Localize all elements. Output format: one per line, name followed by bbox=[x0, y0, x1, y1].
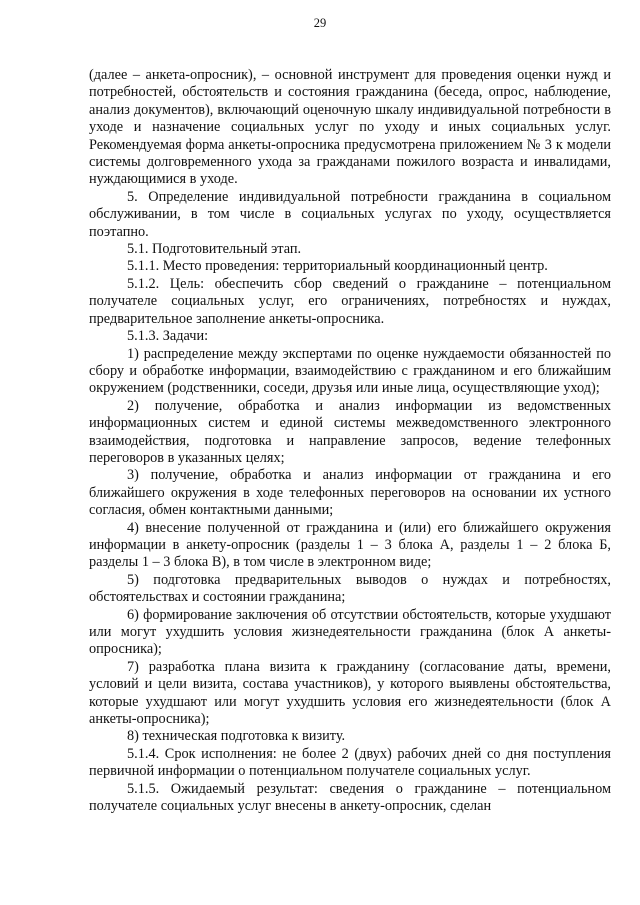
task-item-1: 1) распределение между экспертами по оценке нуждаемости обязанностей по сбору и обработке информации, взаимодействию с гражданином и его ближайшим окружением (родственники, соседи, друзья или иные лица, осуществляющие уход); bbox=[89, 345, 611, 397]
task-item-5: 5) подготовка предварительных выводов о нуждах и потребностях, обстоятельствах и состоянии гражданина; bbox=[89, 571, 611, 606]
paragraph-5-1-3: 5.1.3. Задачи: bbox=[127, 328, 209, 345]
paragraph-5-1-4: 5.1.4. Срок исполнения: не более 2 (двух) рабочих дней со дня поступления первичной информации о потенциальном получателе социальных услуг. bbox=[89, 745, 611, 780]
task-item-8: 8) техническая подготовка к визиту. bbox=[127, 728, 346, 745]
task-item-3: 3) получение, обработка и анализ информации от гражданина и его ближайшего окружения в ходе телефонных переговоров на основании их устного согласия, обмен контактными данными; bbox=[89, 467, 611, 519]
paragraph-5-1-1: 5.1.1. Место проведения: территориальный координационный центр. bbox=[127, 258, 548, 275]
task-item-4: 4) внесение полученной от гражданина и (или) его ближайшего окружения информации в анкету-опросник (разделы 1 – 3 блока А, разделы 1 – 2 блока Б, разделы 1 – 3 блока В), в том числе в электронном виде; bbox=[89, 519, 611, 571]
paragraph-5-1-5: 5.1.5. Ожидаемый результат: сведения о гражданине – потенциальном получателе социальных услуг внесены в анкету-опросник, сделан bbox=[89, 780, 611, 815]
task-item-7: 7) разработка плана визита к гражданину (согласование даты, времени, условий и цели визита, состава участников), у которого выявлены обстоятельства, которые ухудшают или могут ухудшить условия его жизнедеятельности (блок А анкеты-опросника); bbox=[89, 658, 611, 728]
task-item-2: 2) получение, обработка и анализ информации из ведомственных информационных систем и единой системы межведомственного электронного взаимодействия, подготовка и направление запросов, ведение телефонных переговоров в указанных целях; bbox=[89, 397, 611, 466]
paragraph-5-1-2: 5.1.2. Цель: обеспечить сбор сведений о гражданине – потенциальном получателе социальных услуг, его ограничениях, потребностях и нуждах, предварительное заполнение анкеты-опросника. bbox=[89, 275, 611, 327]
document-body bbox=[89, 67, 611, 815]
paragraph-section-5: 5. Определение индивидуальной потребности гражданина в социальном обслуживании, в том числе в социальных услугах по уходу, осуществляется поэтапно. bbox=[89, 188, 611, 240]
page-number: 29 bbox=[313, 16, 327, 30]
paragraph-intro-continuation: (далее – анкета-опросник), – основной инструмент для проведения оценки нужд и потребностей, обстоятельств и состояния гражданина (беседа, опрос, наблюдение, анализ документов), включающий оценочную шкалу индивидуальной потребности в уходе и назначение социальных услуг по уходу и иных социальных услуг. Рекомендуемая форма анкеты-опросника предусмотрена приложением № 3 к модели системы долговременного ухода за гражданами пожилого возраста и инвалидами, нуждающимися в уходе. bbox=[89, 67, 611, 188]
paragraph-5-1: 5.1. Подготовительный этап. bbox=[127, 241, 302, 258]
task-item-6: 6) формирование заключения об отсутствии обстоятельств, которые ухудшают или могут ухудшить условия жизнедеятельности гражданина (блок А анкеты-опросника); bbox=[89, 606, 611, 658]
